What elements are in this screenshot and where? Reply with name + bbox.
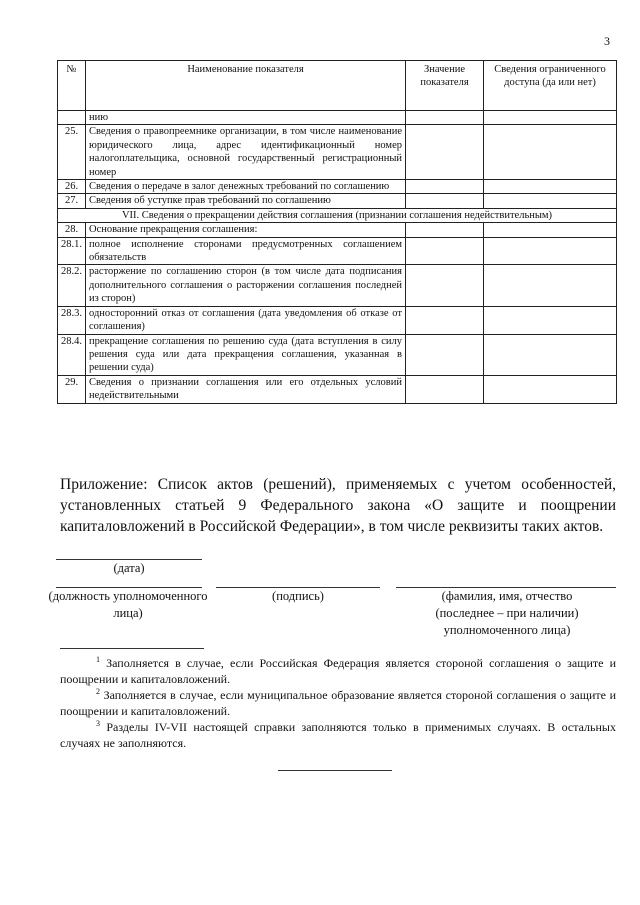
row-num: 28.2. (58, 265, 86, 306)
row-num (58, 111, 86, 125)
row-num: 28.1. (58, 237, 86, 265)
table-header-row (58, 61, 617, 111)
row-value-cell (406, 180, 484, 194)
row-restricted-cell (484, 375, 617, 403)
footnote-text: Заполняется в случае, если муниципальное образование является стороной соглашения о защите и поощрении и капиталовложений. (60, 688, 616, 718)
row-restricted-cell (484, 237, 617, 265)
header-value: Значение показателя (406, 61, 484, 111)
table-row (58, 237, 617, 265)
row-name: нию (86, 111, 406, 125)
row-value-cell (406, 375, 484, 403)
table-row (58, 223, 617, 237)
signature-label: (подпись) (272, 589, 324, 603)
page-number: 3 (604, 34, 610, 48)
row-value-cell (406, 223, 484, 237)
table-row (58, 111, 617, 125)
header-name: Наименование показателя (86, 61, 406, 111)
section-heading-row (58, 208, 617, 222)
footnote-3 (60, 716, 616, 751)
header-restricted: Сведения ограниченного доступа (да или нет) (484, 61, 617, 111)
table-row (58, 334, 617, 375)
table-row (58, 306, 617, 334)
footnote-text: Заполняется в случае, если Российская Федерация является стороной соглашения о защите и поощрении и капиталовложений. (60, 656, 616, 686)
row-restricted-cell (484, 265, 617, 306)
row-value-cell (406, 306, 484, 334)
row-name: Основание прекращения соглашения: (86, 223, 406, 237)
row-restricted-cell (484, 111, 617, 125)
table-row (58, 375, 617, 403)
appendix-paragraph: Приложение: Список актов (решений), применяемых с учетом особенностей, установленных статьей 9 Федерального закона «О защите и поощрении капиталовложений в Российской Федерации», в том числе реквизиты таких актов. (60, 476, 616, 535)
end-of-document-rule (278, 770, 392, 771)
row-value-cell (406, 194, 484, 208)
row-name: Сведения об уступке прав требований по соглашению (86, 194, 406, 208)
row-name: односторонний отказ от соглашения (дата уведомления об отказе от соглашения) (86, 306, 406, 334)
row-num: 28. (58, 223, 86, 237)
date-label: (дата) (113, 561, 145, 575)
row-num: 28.4. (58, 334, 86, 375)
row-restricted-cell (484, 194, 617, 208)
row-restricted-cell (484, 180, 617, 194)
table-row (58, 125, 617, 180)
row-name: Сведения о передаче в залог денежных требований по соглашению (86, 180, 406, 194)
footnote-separator (60, 648, 204, 649)
table-row (58, 265, 617, 306)
footnote-2 (60, 684, 616, 719)
row-value-cell (406, 125, 484, 180)
footnote-text: Разделы IV-VII настоящей справки заполняются только в применимых случаях. В остальных случаях не заполняются. (60, 720, 616, 750)
row-name: полное исполнение сторонами предусмотренных соглашением обязательств (86, 237, 406, 265)
row-num: 26. (58, 180, 86, 194)
row-name: расторжение по соглашению сторон (в том числе дата подписания дополнительного соглашения о расторжении соглашения последней из сторон) (86, 265, 406, 306)
row-num: 25. (58, 125, 86, 180)
indicators-table (57, 60, 617, 404)
full-name-label: (фамилия, имя, отчество (последнее – при наличии) уполномоченного лица) (435, 589, 579, 637)
footnote-mark: 3 (96, 719, 100, 728)
row-value-cell (406, 111, 484, 125)
footnote-mark: 2 (96, 687, 100, 696)
row-name: Сведения о правопреемнике организации, в том числе наименование юридического лица, адрес идентификационный номер налогоплательщика, основной государственный регистрационный номер (86, 125, 406, 180)
row-restricted-cell (484, 223, 617, 237)
row-restricted-cell (484, 306, 617, 334)
footnote-mark: 1 (96, 655, 100, 664)
header-num: № (58, 61, 86, 111)
row-restricted-cell (484, 125, 617, 180)
table-row (58, 180, 617, 194)
row-restricted-cell (484, 334, 617, 375)
row-value-cell (406, 265, 484, 306)
footnote-1 (60, 652, 616, 687)
row-num: 28.3. (58, 306, 86, 334)
row-value-cell (406, 237, 484, 265)
row-value-cell (406, 334, 484, 375)
section-7-heading: VII. Сведения о прекращении действия соглашения (признании соглашения недействительным) (58, 208, 617, 222)
row-name: прекращение соглашения по решению суда (дата вступления в силу решения суда или дата прекращения соглашения, указанная в решении суда) (86, 334, 406, 375)
position-label: (должность уполномоченного лица) (48, 589, 208, 620)
table-row (58, 194, 617, 208)
row-name: Сведения о признании соглашения или его отдельных условий недействительными (86, 375, 406, 403)
row-num: 27. (58, 194, 86, 208)
row-num: 29. (58, 375, 86, 403)
